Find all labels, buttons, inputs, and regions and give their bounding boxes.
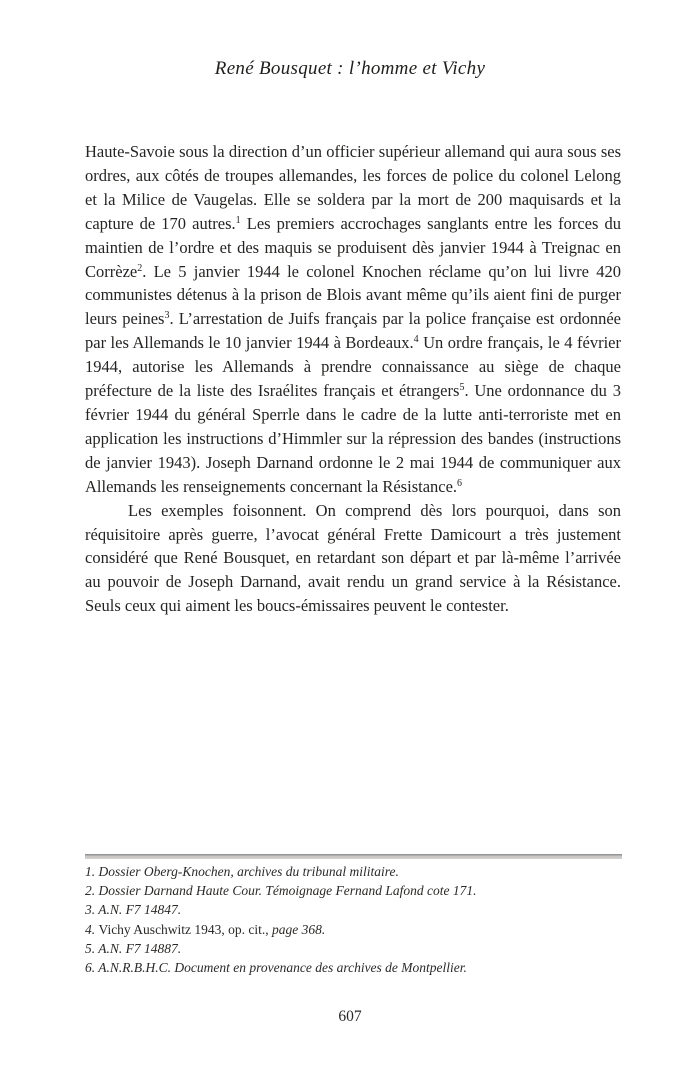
footnote-reference: 4 [413, 334, 419, 346]
footnotes-block [85, 862, 630, 977]
body-paragraph: Haute-Savoie sous la direction d’un officier supérieur allemand qui aura sous ses ordres, aux côtés de troupes allemandes, les forces de police du colonel Lelong et la Milice de Vaugelas. Elle se soldera par la mort de 200 maquisards et la capture de 170 autres.$^1$ Les premiers accrochages sanglants entre les forces du maintien de l’ordre et des maquis se produisent dès janvier 1944 à Treignac en Corrèze$^2$. Le 5 janvier 1944 le colonel Knochen réclame qu’on lui livre 420 communistes détenus à la prison de Blois avant même qu’ils aient fini de purger leurs peines$^3$. L’arrestation de Juifs français par la police française est ordonnée par les Allemands le 10 janvier 1944 à Bordeaux.$^4$ Un ordre français, le 4 février 1944, autorise les Allemands à prendre connaissance au siège de chaque préfecture de la liste des Israélites français et étrangers$^5$. Une ordonnance du 3 février 1944 du général Sperrle dans le cadre de la lutte anti-terroriste met en application les instructions d’Himmler sur la répression des bandes (instructions de janvier 1943). Joseph Darnand ordonne le 2 mai 1944 de communiquer aux Allemands les renseignements concernant la Résistance.$^6$ [85, 142, 621, 496]
page-number: 607 [338, 1008, 362, 1025]
footnote-item: 3. A.N. F7 14847. [85, 902, 182, 918]
body-text [85, 140, 621, 618]
footnote-reference: 5 [459, 382, 465, 394]
footnote-item: 6. A.N.R.B.H.C. Document en provenance des archives de Montpellier. [85, 960, 467, 976]
footnote-reference: 2 [137, 262, 143, 274]
footnote-separator-rule [85, 854, 622, 859]
running-header-title: René Bousquet : l’homme et Vichy [214, 58, 486, 79]
footnote-item: 4. Vichy Auschwitz 1943, op. cit., page 368. [85, 921, 326, 937]
footnote-item: 1. Dossier Oberg-Knochen, archives du tribunal militaire. [85, 864, 399, 879]
footnote-reference: 1 [235, 214, 241, 226]
footnote-item: 5. A.N. F7 14887. [85, 940, 182, 956]
footnote-reference: 3 [164, 310, 170, 322]
footnote-reference: 6 [457, 477, 463, 489]
footnote-item: 2. Dossier Darnand Haute Cour. Témoignage Fernand Lafond cote 171. [85, 883, 477, 899]
body-paragraph: Les exemples foisonnent. On comprend dès lors pourquoi, dans son réquisitoire après guerre, l’avocat général Frette Damicourt a très justement considéré que René Bousquet, en retardant son départ et par là-même l’arrivée au pouvoir de Joseph Darnand, avait rendu un grand service à la Résistance. Seuls ceux qui aiment les boucs-émissaires peuvent le contester. [85, 500, 621, 616]
